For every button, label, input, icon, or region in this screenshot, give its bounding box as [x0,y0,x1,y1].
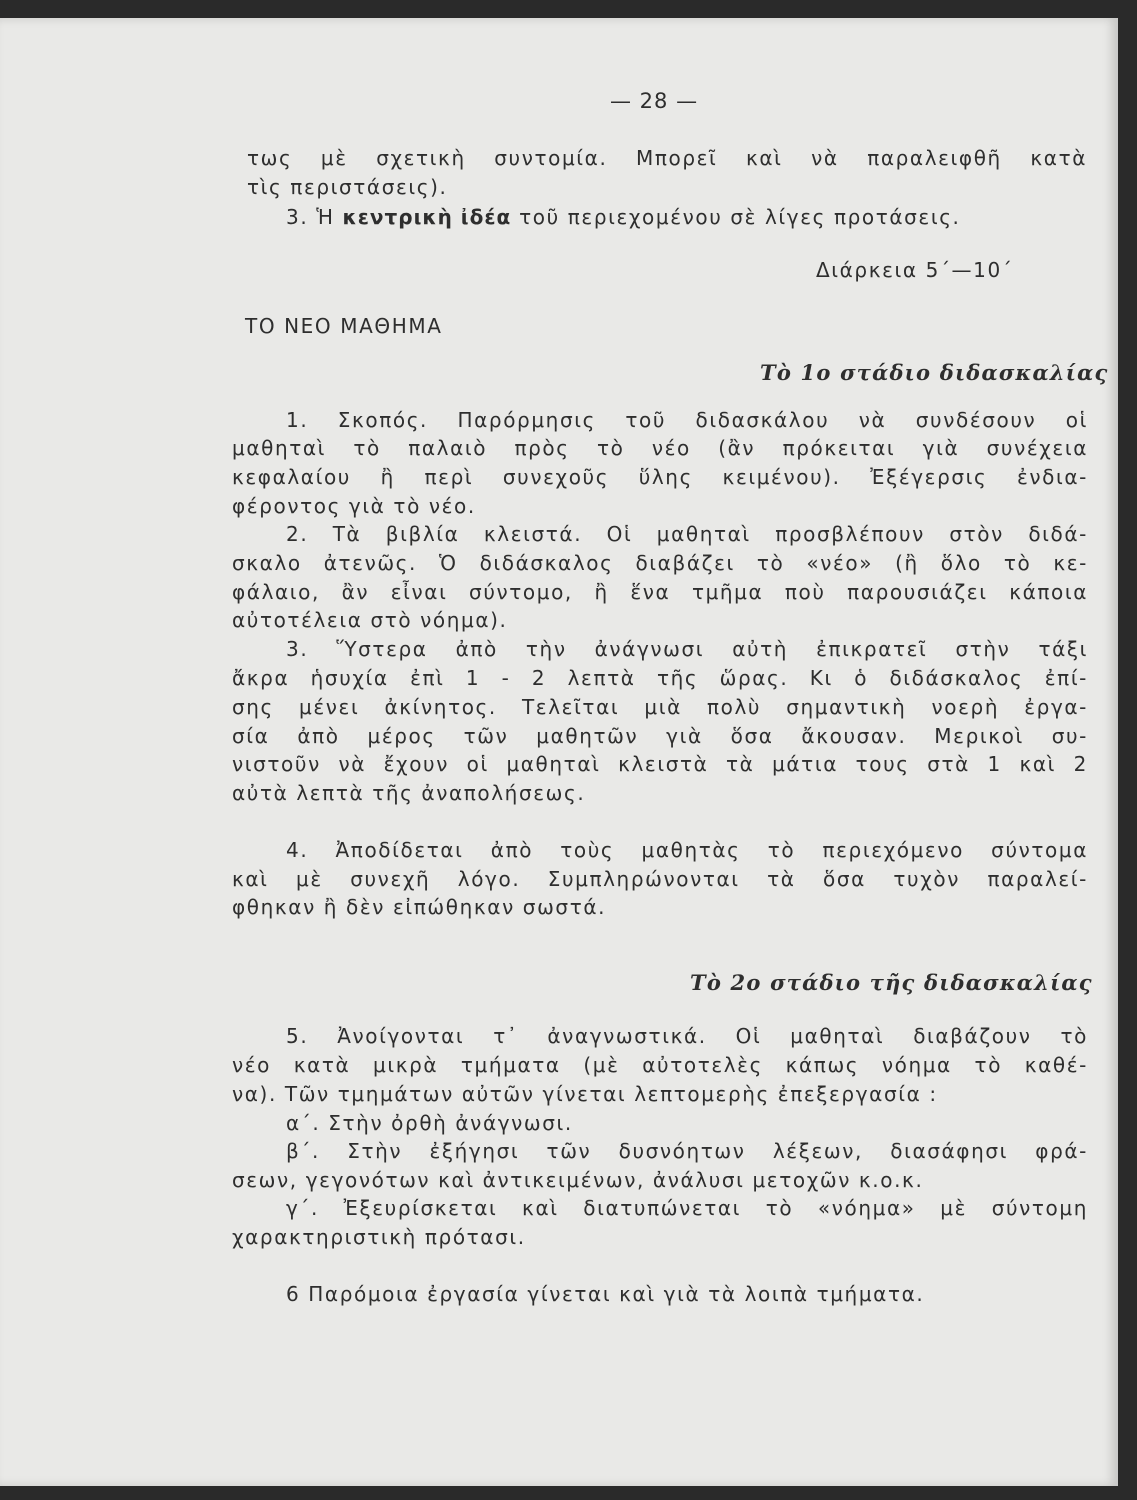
stage-1-line: 1. Σκοπός. Παρόρμησις τοῦ διδασκάλου νὰ συνδέσουν οἱ [286,408,1088,432]
page-number: — 28 — [610,89,699,113]
item-3-rest: τοῦ περιεχομένου σὲ λίγες προτάσεις. [519,205,961,229]
stage-1-line: 4. Ἀποδίδεται ἀπὸ τοὺς μαθητὰς τὸ περιεχόμενο σύντομα [286,838,1088,862]
stage-2-line: νέο κατὰ μικρὰ τμήματα (μὲ αὐτοτελὲς κάπως νόημα τὸ καθέ- [232,1053,1088,1077]
stage-1-line: αὐτὰ λεπτὰ τῆς ἀναπολήσεως. [232,781,586,805]
stage-2-line: 6 Παρόμοια ἐργασία γίνεται καὶ γιὰ τὰ λοιπὰ τμήματα. [286,1282,925,1306]
duration-note: Διάρκεια 5΄—10΄ [816,258,1014,282]
stage-2-line: β΄. Στὴν ἐξήγησι τῶν δυσνόητων λέξεων, διασάφησι φρά- [286,1139,1088,1163]
item-3-bold: κεντρικὴ ἰδέα [342,205,512,229]
stage-2-line: 5. Ἀνοίγονται τ᾽ ἀναγνωστικά. Οἱ μαθηταὶ διαβάζουν τὸ [286,1024,1088,1048]
stage-1-line: μαθηταὶ τὸ παλαιὸ πρὸς τὸ νέο (ἂν πρόκειται γιὰ συνέχεια [232,436,1088,460]
stage-2-line: α΄. Στὴν ὀρθὴ ἀνάγνωσι. [286,1111,573,1135]
stage-2-line: να). Τῶν τμημάτων αὐτῶν γίνεται λεπτομερὴς ἐπεξεργασία : [232,1082,938,1106]
stage-2-heading: Τὸ 2ο στάδιο τῆς διδασκαλίας [690,970,1093,995]
item-3-number: 3. Ἡ [286,205,335,229]
stage-1-line: σία ἀπὸ μέρος τῶν μαθητῶν γιὰ ὅσα ἄκουσαν. Μερικοὶ συ- [232,724,1088,748]
stage-2-line: γ΄. Ἐξευρίσκεται καὶ διατυπώνεται τὸ «νόημα» μὲ σύντομη [286,1196,1088,1220]
stage-1-line: ἄκρα ἡσυχία ἐπὶ 1 - 2 λεπτὰ τῆς ὥρας. Κι ὁ διδάσκαλος ἐπί- [232,666,1088,690]
stage-1-line: σης μένει ἀκίνητος. Τελεῖται μιὰ πολὺ σημαντικὴ νοερὴ ἐργα- [232,695,1088,719]
stage-1-line: νιστοῦν νὰ ἔχουν οἱ μαθηταὶ κλειστὰ τὰ μάτια τους στὰ 1 καὶ 2 [232,752,1088,776]
stage-1-line: σκαλο ἀτενῶς. Ὁ διδάσκαλος διαβάζει τὸ «νέο» (ἢ ὅλο τὸ κε- [232,551,1088,575]
stage-1-line: φέροντος γιὰ τὸ νέο. [232,494,476,518]
item-3-line [286,205,961,229]
stage-1-line: καὶ μὲ συνεχῆ λόγο. Συμπληρώνονται τὰ ὅσα τυχὸν παραλεί- [232,867,1088,891]
stage-1-line: αὐτοτέλεια στὸ νόημα). [232,608,508,632]
stage-1-line: 3. Ὕστερα ἀπὸ τὴν ἀνάγνωσι αὐτὴ ἐπικρατεῖ στὴν τάξι [286,637,1088,661]
stage-2-line: χαρακτηριστικὴ πρότασι. [232,1225,526,1249]
stage-2-line: σεων, γεγονότων καὶ ἀντικειμένων, ἀνάλυσι μετοχῶν κ.ο.κ. [232,1168,924,1192]
section-title: ΤΟ ΝΕΟ ΜΑΘΗΜΑ [245,314,443,338]
stage-1-line: κεφαλαίου ἢ περὶ συνεχοῦς ὕλης κειμένου). Ἐξέγερσις ἐνδια- [232,465,1088,489]
continuation-line-2: τὶς περιστάσεις). [247,175,448,199]
stage-1-line: φθηκαν ἢ δὲν εἰπώθηκαν σωστά. [232,895,607,919]
book-page [0,18,1118,1486]
stage-1-line: φάλαιο, ἂν εἶναι σύντομο, ἢ ἕνα τμῆμα ποὺ παρουσιάζει κάποια [232,580,1088,604]
stage-1-line: 2. Τὰ βιβλία κλειστά. Οἱ μαθηταὶ προσβλέπουν στὸν διδά- [286,522,1088,546]
stage-1-heading: Τὸ 1ο στάδιο διδασκαλίας [760,360,1109,385]
continuation-line-1: τως μὲ σχετικὴ συντομία. Μπορεῖ καὶ νὰ παραλειφθῆ κατὰ [247,146,1087,170]
